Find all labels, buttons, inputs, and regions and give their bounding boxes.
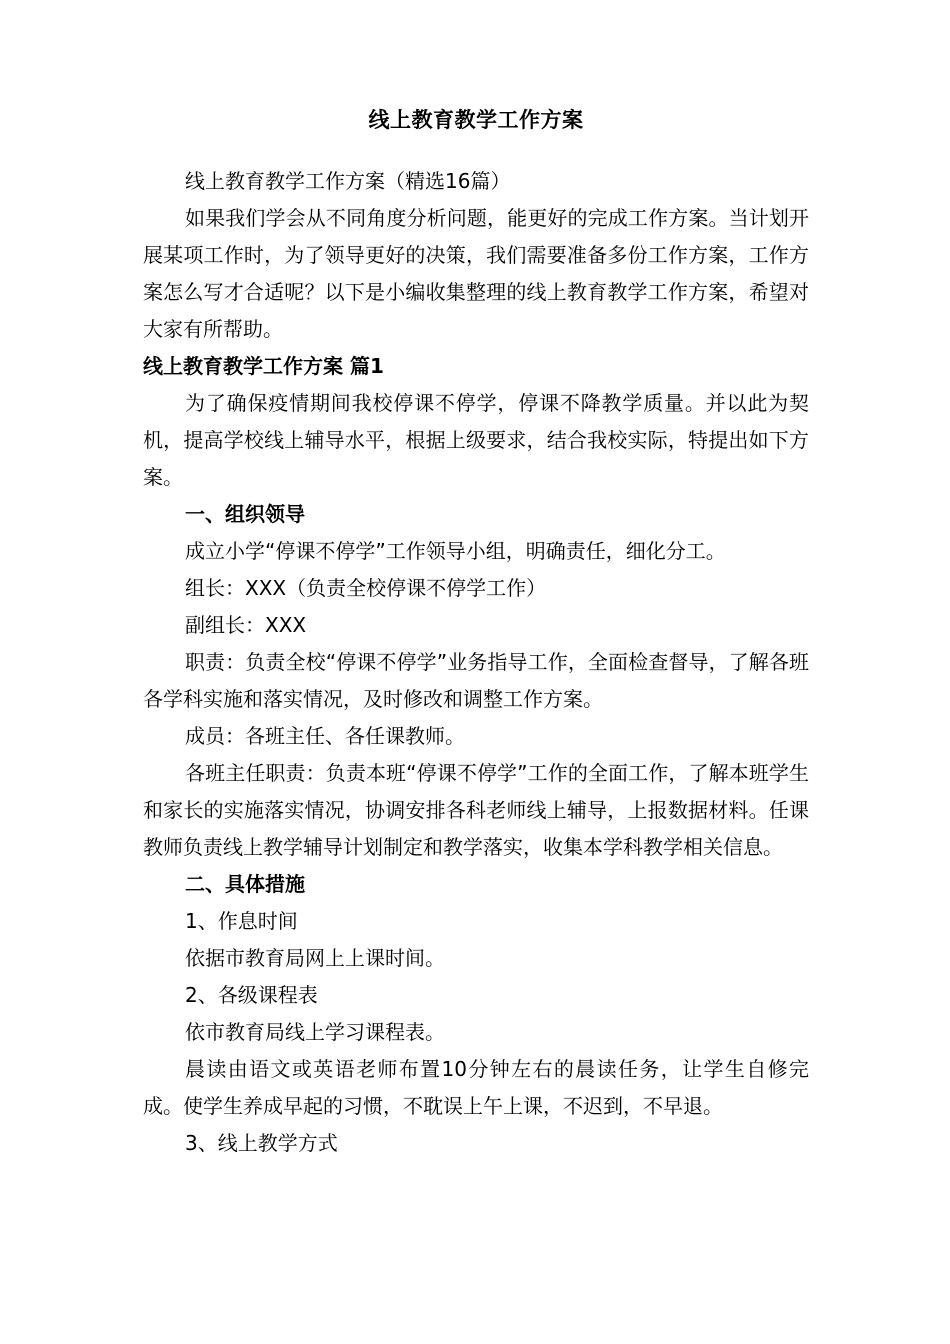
document-page <box>143 105 809 1162</box>
paragraph-leader: 组长：XXX（负责全校停课不停学工作） <box>185 576 547 600</box>
paragraph-group-setup: 成立小学“停课不停学”工作领导小组，明确责任，细化分工。 <box>185 539 726 563</box>
paragraph-members: 成员：各班主任、各任课教师。 <box>185 724 465 748</box>
paragraph-morning-reading: 晨读由语文或英语老师布置10分钟左右的晨读任务，让学生自修完成。使学生养成早起的习惯，不耽误上午上课，不迟到，不早退。 <box>143 1057 809 1118</box>
heading-organization: 一、组织领导 <box>185 502 305 526</box>
paragraph-subtitle: 线上教育教学工作方案（精选16篇） <box>185 169 511 193</box>
document-title: 线上教育教学工作方案 <box>368 108 584 132</box>
paragraph-timetable-heading: 2、各级课程表 <box>185 983 318 1007</box>
paragraph-purpose: 为了确保疫情期间我校停课不停学，停课不降教学质量。并以此为契机，提高学校线上辅导水平，根据上级要求，结合我校实际，特提出如下方案。 <box>143 391 809 489</box>
paragraph-schedule-heading: 1、作息时间 <box>185 909 298 933</box>
paragraph-deputy-leader: 副组长：XXX <box>185 613 307 637</box>
paragraph-schedule: 依据市教育局网上上课时间。 <box>185 946 445 970</box>
heading-measures: 二、具体措施 <box>185 872 305 896</box>
paragraph-intro: 如果我们学会从不同角度分析问题，能更好的完成工作方案。当计划开展某项工作时，为了领导更好的决策，我们需要准备多份工作方案，工作方案怎么写才合适呢？以下是小编收集整理的线上教育教学工作方案，希望对大家有所帮助。 <box>143 206 809 341</box>
paragraph-teaching-mode-heading: 3、线上教学方式 <box>185 1131 338 1155</box>
paragraph-duties: 职责：负责全校“停课不停学”业务指导工作，全面检查督导，了解各班各学科实施和落实情况，及时修改和调整工作方案。 <box>143 650 809 711</box>
paragraph-teacher-duties: 各班主任职责：负责本班“停课不停学”工作的全面工作，了解本班学生和家长的实施落实情况，协调安排各科老师线上辅导，上报数据材料。任课教师负责线上教学辅导计划制定和教学落实，收集本学科教学相关信息。 <box>143 761 809 859</box>
paragraph-timetable: 依市教育局线上学习课程表。 <box>185 1020 445 1044</box>
section-heading-part-1: 线上教育教学工作方案 篇1 <box>143 354 384 378</box>
